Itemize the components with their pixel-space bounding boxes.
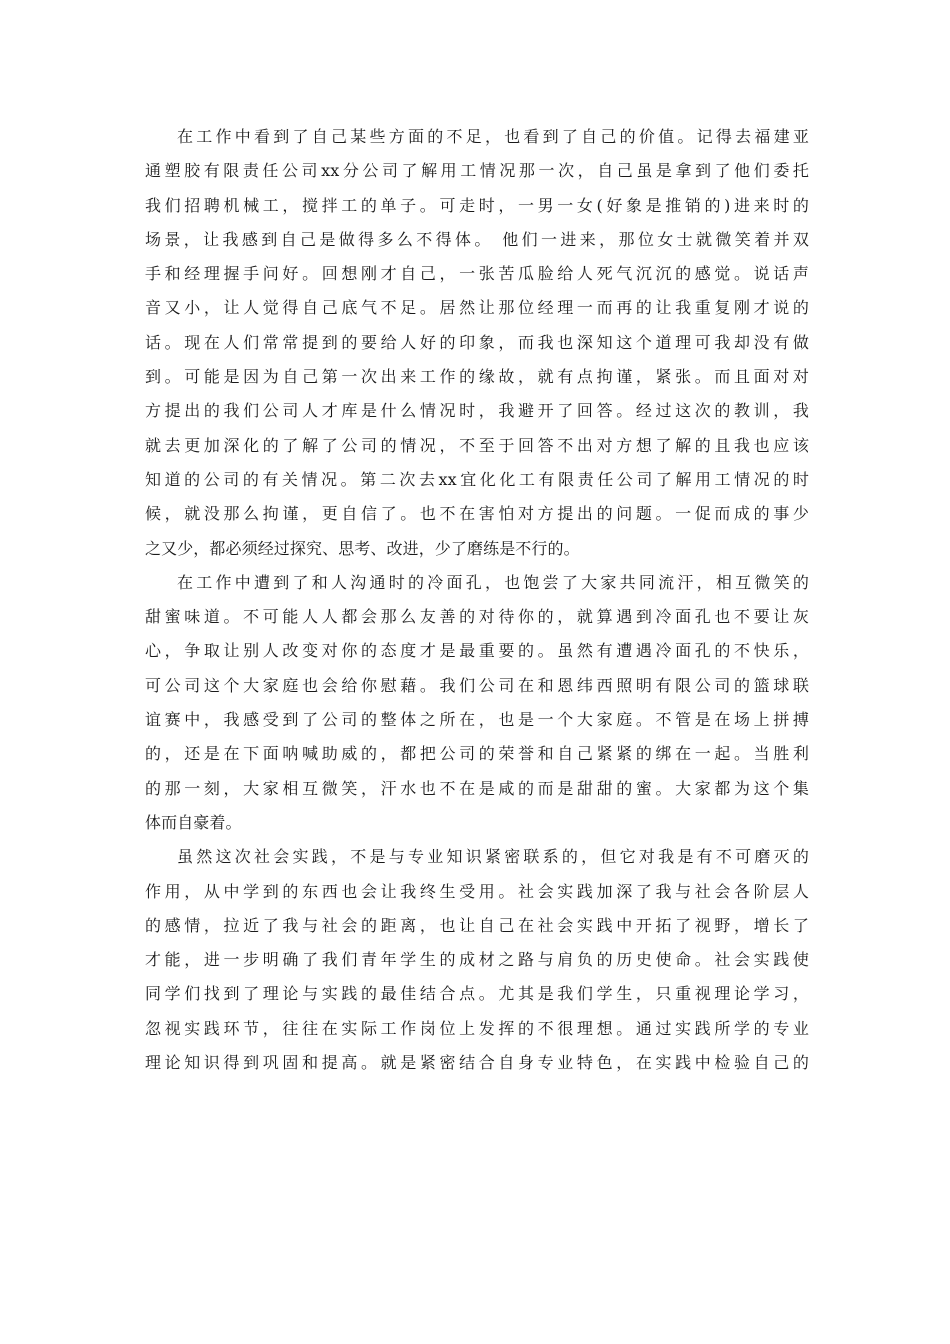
paragraph-line: 可公司这个大家庭也会给你慰藉。我们公司在和恩纬西照明有限公司的篮球联 bbox=[145, 675, 809, 695]
paragraph-line: 谊赛中，我感受到了公司的整体之所在，也是一个大家庭。不管是在场上拼搏 bbox=[145, 710, 809, 730]
paragraph-line: 体而自豪着。 bbox=[145, 812, 242, 832]
paragraph-line: 候，就没那么拘谨，更自信了。也不在害怕对方提出的问题。一促而成的事少 bbox=[145, 504, 809, 524]
paragraph-line: 心，争取让别人改变对你的态度才是最重要的。虽然有遭遇冷面孔的不快乐， bbox=[145, 641, 809, 661]
paragraph-line: 在工作中看到了自己某些方面的不足，也看到了自己的价值。记得去福建亚 bbox=[177, 127, 809, 146]
paragraph-1 bbox=[145, 120, 809, 566]
paragraph-line: 话。现在人们常常提到的要给人好的印象，而我也深知这个道理可我却没有做 bbox=[145, 332, 809, 352]
paragraph-line: 之又少，都必须经过探究、思考、改进，少了磨练是不行的。 bbox=[145, 538, 580, 558]
document-body bbox=[145, 120, 809, 1080]
paragraph-line: 虽然这次社会实践，不是与专业知识紧密联系的，但它对我是有不可磨灭的 bbox=[177, 847, 809, 867]
paragraph-line: 理论知识得到巩固和提高。就是紧密结合自身专业特色，在实践中检验自己的 bbox=[145, 1053, 809, 1073]
paragraph-line: 我们招聘机械工，搅拌工的单子。可走时，一男一女(好象是推销的)进来时的 bbox=[145, 195, 809, 215]
paragraph-line: 音又小，让人觉得自己底气不足。居然让那位经理一而再的让我重复刚才说的 bbox=[145, 298, 809, 318]
paragraph-line: 通塑胶有限责任公司xx分公司了解用工情况那一次，自己虽是拿到了他们委托 bbox=[145, 161, 809, 181]
paragraph-2 bbox=[145, 566, 809, 840]
paragraph-line: 的感情，拉近了我与社会的距离，也让自己在社会实践中开拓了视野，增长了 bbox=[145, 915, 809, 935]
paragraph-3 bbox=[145, 840, 809, 1080]
paragraph-line: 到。可能是因为自己第一次出来工作的缘故，就有点拘谨，紧张。而且面对对 bbox=[145, 367, 809, 387]
paragraph-line: 在工作中遭到了和人沟通时的冷面孔，也饱尝了大家共同流汗，相互微笑的 bbox=[177, 572, 809, 592]
paragraph-line: 同学们找到了理论与实践的最佳结合点。尤其是我们学生，只重视理论学习， bbox=[145, 984, 809, 1004]
paragraph-line: 作用，从中学到的东西也会让我终生受用。社会实践加深了我与社会各阶层人 bbox=[145, 881, 809, 901]
paragraph-line: 方提出的我们公司人才库是什么情况时，我避开了回答。经过这次的教训，我 bbox=[145, 401, 809, 421]
paragraph-line: 场景，让我感到自己是做得多么不得体。 他们一进来，那位女士就微笑着并双 bbox=[145, 229, 809, 249]
paragraph-line: 甜蜜味道。不可能人人都会那么友善的对待你的，就算遇到冷面孔也不要让灰 bbox=[145, 607, 809, 627]
paragraph-line: 就去更加深化的了解了公司的情况，不至于回答不出对方想了解的且我也应该 bbox=[145, 435, 809, 455]
paragraph-line: 的那一刻，大家相互微笑，汗水也不在是咸的而是甜甜的蜜。大家都为这个集 bbox=[145, 778, 809, 798]
paragraph-line: 的，还是在下面呐喊助威的，都把公司的荣誉和自己紧紧的绑在一起。当胜利 bbox=[145, 744, 809, 764]
paragraph-line: 手和经理握手问好。回想刚才自己，一张苦瓜脸给人死气沉沉的感觉。说话声 bbox=[145, 264, 809, 284]
paragraph-line: 忽视实践环节，往往在实际工作岗位上发挥的不很理想。通过实践所学的专业 bbox=[145, 1018, 809, 1038]
paragraph-line: 知道的公司的有关情况。第二次去xx宜化化工有限责任公司了解用工情况的时 bbox=[145, 469, 809, 489]
paragraph-line: 才能，进一步明确了我们青年学生的成材之路与肩负的历史使命。社会实践使 bbox=[145, 950, 809, 970]
